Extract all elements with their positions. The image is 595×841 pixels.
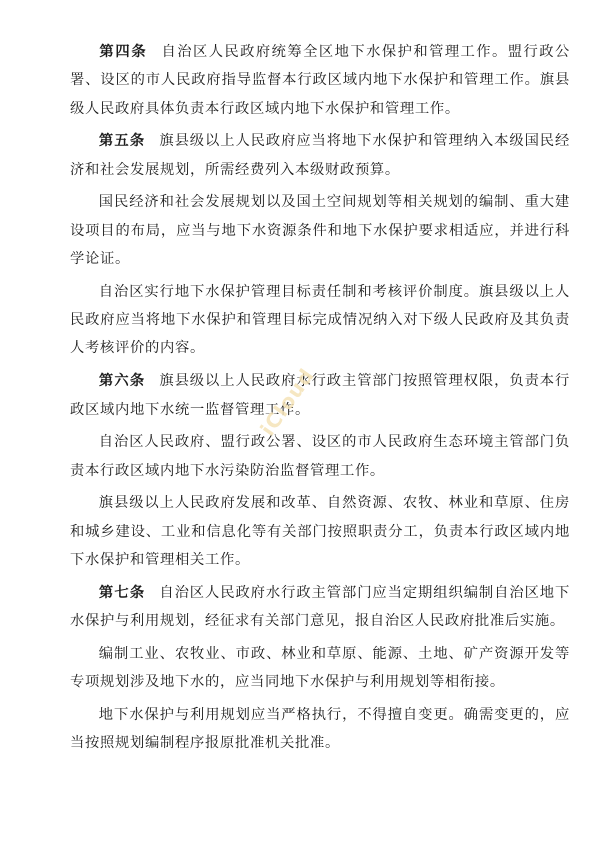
paragraph xyxy=(70,428,570,485)
article-number: 第七条 xyxy=(98,584,146,601)
paragraph-text: 旗县级以上人民政府发展和改革、自然资源、农牧、林业和草原、住房和城乡建设、工业和信息化等有关部门按照职责分工，负责本行政区域内地下水保护和管理相关工作。 xyxy=(70,495,570,569)
paragraph-article-7 xyxy=(70,579,570,636)
paragraph-text: 国民经济和社会发展规划以及国土空间规划等相关规划的编制、重大建设项目的布局，应当与地下水资源条件和地下水保护要求相适应，并进行科学论证。 xyxy=(70,194,570,268)
paragraph xyxy=(70,701,570,758)
paragraph-text: 自治区人民政府水行政主管部门应当定期组织编制自治区地下水保护与利用规划，经征求有关部门意见，报自治区人民政府批准后实施。 xyxy=(70,584,571,630)
document-body xyxy=(70,38,570,762)
paragraph-text: 地下水保护与利用规划应当严格执行，不得擅自变更。确需变更的，应当按照规划编制程序报原批准机关批准。 xyxy=(70,707,570,752)
paragraph-article-5 xyxy=(70,127,570,184)
article-number: 第六条 xyxy=(98,373,146,390)
paragraph-article-6 xyxy=(70,367,570,424)
paragraph-text: 编制工业、农牧业、市政、林业和草原、能源、土地、矿产资源开发等专项规划涉及地下水的，应当同地下水保护与利用规划等相衔接。 xyxy=(70,645,570,691)
paragraph-text: 自治区人民政府、盟行政公署、设区的市人民政府生态环境主管部门负责本行政区域内地下水污染防治监督管理工作。 xyxy=(70,434,570,479)
paragraph xyxy=(70,640,570,697)
paragraph-text: 旗县级以上人民政府应当将地下水保护和管理纳入本级国民经济和社会发展规划，所需经费列入本级财政预算。 xyxy=(70,133,571,178)
paragraph-text: 自治区人民政府统筹全区地下水保护和管理工作。盟行政公署、设区的市人民政府指导监督本行政区域内地下水保护和管理工作。旗县级人民政府具体负责本行政区域内地下水保护和管理工作。 xyxy=(70,44,570,117)
paragraph xyxy=(70,278,570,363)
paragraph xyxy=(70,188,570,273)
paragraph-text: 自治区实行地下水保护管理目标责任制和考核评价制度。旗县级以上人民政府应当将地下水保护和管理目标完成情况纳入对下级人民政府及其负责人考核评价的内容。 xyxy=(70,283,570,357)
article-number: 第五条 xyxy=(98,133,146,150)
watermark: iCloud xyxy=(255,363,319,441)
article-number: 第四条 xyxy=(98,44,148,60)
paragraph-text: 旗县级以上人民政府水行政主管部门按照管理权限，负责本行政区域内地下水统一监督管理工作。 xyxy=(70,373,571,418)
paragraph xyxy=(70,489,570,574)
paragraph-article-4 xyxy=(70,38,570,123)
